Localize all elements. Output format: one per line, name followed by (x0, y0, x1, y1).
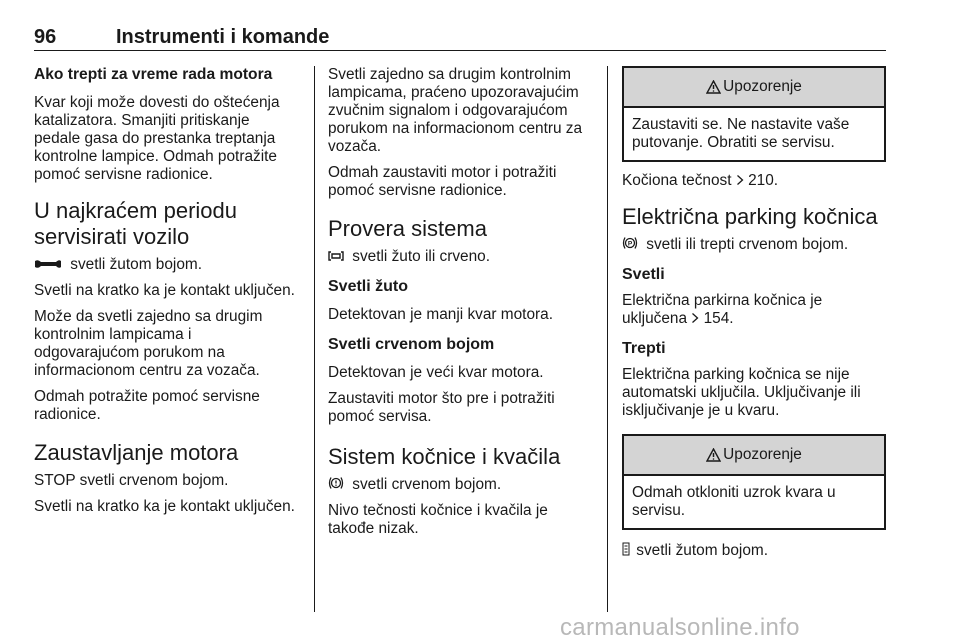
page-header (34, 26, 886, 52)
paragraph-service-3: Odmah potražite pomoć servisne radionice. (34, 388, 260, 423)
page-number: 96 (34, 26, 57, 48)
brake-fluid-text: Kočiona tečnost (622, 172, 736, 189)
brake-icon-text: svetli crvenom bojom. (348, 476, 502, 493)
paragraph-red-1: Detektovan je veći kvar motora. (328, 364, 544, 381)
heading-on: Svetli (622, 266, 665, 283)
heading-system-check: Provera sistema (328, 216, 487, 241)
service-icon-text: svetli žutom bojom. (66, 256, 202, 273)
last-icon-text: svetli žutom bojom. (632, 542, 768, 559)
paragraph-continued-1: Svetli zajedno sa drugim kontrolnim lampicama, praćeno upozoravajućim zvučnim signalom i odgovarajućom porukom na informacionom centru za vozača. (328, 66, 583, 155)
brake-fluid-ref[interactable]: 210. (743, 172, 779, 189)
paragraph-continued-2: Odmah zaustaviti motor i potražiti pomoć servisne radionice. (328, 164, 557, 199)
hold-brake-icon (622, 542, 630, 556)
warning-triangle-icon (706, 448, 721, 462)
paragraph-blinks: Električna parking kočnica se nije automatski uključila. Uključivanje ili isključivanje je u kvaru. (622, 366, 861, 419)
column-3 (622, 66, 886, 560)
heading-yellow: Svetli žuto (328, 278, 409, 295)
paragraph-epb (622, 236, 886, 254)
running-title: Instrumenti i komande (116, 26, 330, 48)
warning-box-2-header (624, 436, 884, 476)
warning-box-1-header (624, 68, 884, 108)
column-divider-2 (607, 66, 608, 612)
heading-brake-clutch: Sistem kočnice i kvačila (328, 444, 561, 469)
paragraph-service-1: Svetli na kratko ka je kontakt uključen. (34, 282, 295, 299)
column-1 (34, 66, 296, 516)
warning-box-2-text: Odmah otkloniti uzrok kvara u servisu. (632, 484, 836, 519)
column-divider-1 (314, 66, 315, 612)
paragraph-stop-2: Svetli na kratko ka je kontakt uključen. (34, 498, 295, 515)
page-ref-arrow-icon[interactable] (736, 174, 744, 186)
on-text: Električna parkirna kočnica je uključena (622, 292, 823, 327)
paragraph-brake-fluid (622, 172, 886, 190)
paragraph-last (622, 542, 886, 560)
paragraph-system (328, 248, 594, 266)
paragraph-yellow: Detektovan je manji kvar motora. (328, 306, 553, 323)
warning-box-1-text: Zaustaviti se. Ne nastavite vaše putovanje. Obratiti se servisu. (632, 116, 850, 151)
paragraph-on (622, 292, 886, 328)
svg-text:P: P (627, 240, 633, 248)
on-ref[interactable]: 154. (699, 310, 734, 327)
warning-box-2-title: Upozorenje (723, 446, 802, 463)
warning-box-1-title: Upozorenje (723, 78, 802, 95)
service-wrench-icon (34, 258, 62, 270)
warning-box-1-body (624, 108, 884, 160)
paragraph-brake-2: Nivo tečnosti kočnice i kvačila je takođe nizak. (328, 502, 548, 537)
system-check-icon (328, 250, 344, 262)
paragraph-service-2: Može da svetli zajedno sa drugim kontrolnim lampicama i odgovarajućom porukom na informacionom centru za vozača. (34, 308, 263, 379)
paragraph-red-2: Zaustaviti motor što pre i potražiti pomoć servisa. (328, 390, 555, 425)
system-icon-text: svetli žuto ili crveno. (348, 248, 490, 265)
epb-icon-text: svetli ili trepti crvenom bojom. (642, 236, 849, 253)
heading-stop: Zaustavljanje motora (34, 440, 239, 465)
paragraph-service-icon (34, 256, 296, 274)
watermark: carmanualsonline.info (560, 614, 800, 641)
heading-blinks: Trepti (622, 340, 666, 357)
heading-blink: Ako trepti za vreme rada motora (34, 66, 273, 83)
parking-brake-icon (622, 236, 638, 250)
header-rule (34, 50, 886, 51)
heading-service: U najkraćem periodu servisirati vozilo (34, 198, 237, 249)
heading-epb: Električna parking kočnica (622, 204, 878, 229)
warning-box-2-body (624, 476, 884, 528)
paragraph-stop-1: STOP svetli crvenom bojom. (34, 472, 229, 489)
warning-box-1 (622, 66, 886, 162)
paragraph-brake-1 (328, 476, 594, 494)
paragraph-blink: Kvar koji može dovesti do oštećenja katalizatora. Smanjiti pritiskanje pedale gasa do prestanka treptanja kontrolne lampice. Odmah potražite pomoć servisne radionice. (34, 94, 280, 183)
warning-triangle-icon (706, 80, 721, 94)
heading-red: Svetli crvenom bojom (328, 336, 495, 353)
column-2 (328, 66, 594, 538)
warning-box-2 (622, 434, 886, 530)
brake-warning-icon (328, 476, 344, 490)
